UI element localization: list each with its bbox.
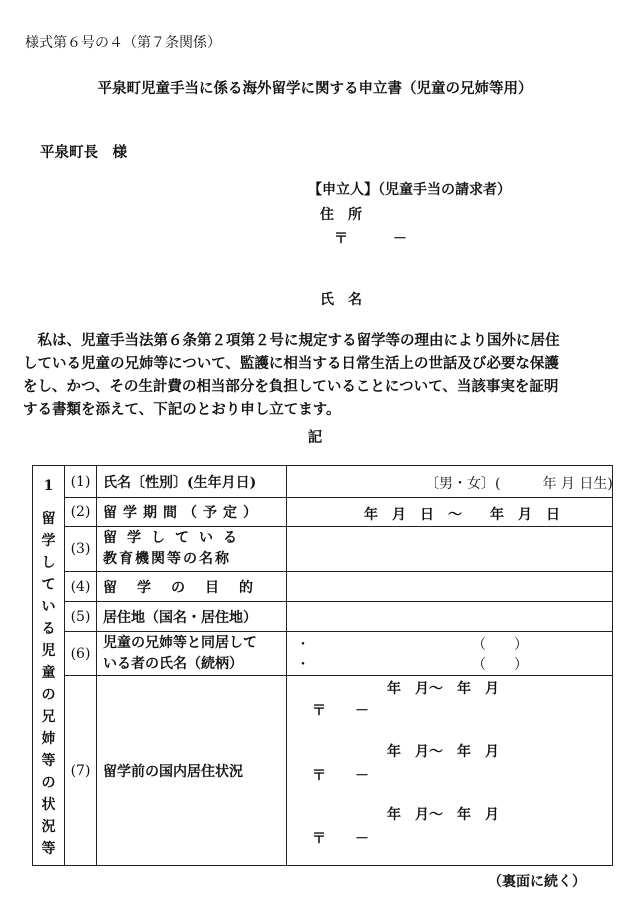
relationship-parens: （ ） [472, 637, 528, 653]
detail-table [32, 465, 613, 866]
statement [23, 329, 608, 421]
table-row [33, 632, 613, 676]
table-row [33, 676, 613, 866]
table-row [33, 466, 613, 498]
postal-dash: － [393, 231, 407, 247]
institution-name-field[interactable] [287, 527, 613, 572]
statement-line: 私は、児童手当法第６条第２項第２号に規定する留学等の理由により国外に居住 [23, 332, 560, 349]
row-label: 留学期間（予定） [97, 498, 287, 527]
form-number: 様式第６号の４（第７条関係） [25, 35, 221, 51]
row-label: 居住地（国名・居住地） [97, 602, 287, 632]
postal-dash: － [355, 831, 369, 847]
applicant-heading: 【申立人】（児童手当の請求者） [308, 182, 511, 198]
row-number: (5) [65, 602, 97, 632]
study-purpose-field[interactable] [287, 572, 613, 602]
section-vertical-title: 留 学 し て い る 児 童 の 兄 姉 等 の 状 況 等 [41, 511, 56, 857]
table-row [33, 602, 613, 632]
cohabitant-field[interactable] [287, 632, 613, 676]
row-label: 児童の兄姉等と同居して いる者の氏名（続柄） [97, 632, 287, 676]
postal-mark: 〒 [334, 231, 348, 247]
postal-mark: 〒 [312, 831, 326, 847]
row-label: 氏名〔性別〕(生年月日) [97, 466, 287, 498]
relationship-parens: （ ） [472, 657, 528, 673]
row-number: (2) [65, 498, 97, 527]
continued-note: （裏面に続く） [488, 874, 586, 890]
postal-dash: － [355, 768, 369, 784]
cohabitant-bullet: ・ [296, 657, 310, 673]
table-row [33, 527, 613, 572]
statement-line: している児童の兄姉等について、監護に相当する日常生活上の世話及び必要な保護 [23, 355, 559, 372]
sex-birthdate-template: 〔男・女〕( 年 月 日生) [425, 476, 613, 492]
applicant-postal-line [334, 228, 407, 248]
row-label: 留学の目的 [97, 572, 287, 602]
row-number: (3) [65, 527, 97, 572]
row-label: 留学している 教育機関等の名称 [97, 527, 287, 572]
period-template: 年 月～ 年 月 [387, 807, 499, 823]
cohabitant-bullet: ・ [296, 637, 310, 653]
study-period-template: 年 月 日 ～ 年 月 日 [364, 507, 560, 523]
period-template: 年 月～ 年 月 [387, 744, 499, 760]
row-number: (4) [65, 572, 97, 602]
name-label: 氏名 [320, 292, 376, 308]
address-label: 住所 [320, 207, 376, 223]
addressee: 平泉町長 様 [40, 144, 127, 161]
section-side-label [33, 466, 65, 866]
postal-mark: 〒 [312, 703, 326, 719]
postal-mark: 〒 [312, 768, 326, 784]
row-number: (6) [65, 632, 97, 676]
section-number: 1 [43, 478, 54, 494]
row-label: 留学前の国内居住状況 [97, 676, 287, 866]
prior-residence-field[interactable] [287, 676, 613, 866]
table-row [33, 572, 613, 602]
table-row [33, 498, 613, 527]
ki-heading: 記 [307, 429, 323, 446]
name-sex-birth-field[interactable] [287, 466, 613, 498]
statement-line: をし、かつ、その生計費の相当部分を負担していることについて、当該事実を証明 [23, 378, 559, 395]
study-period-field[interactable] [287, 498, 613, 527]
postal-dash: － [355, 703, 369, 719]
residence-field[interactable] [287, 602, 613, 632]
document-title: 平泉町児童手当に係る海外留学に関する申立書（児童の兄姉等用） [97, 80, 533, 97]
row-number: (1) [65, 466, 97, 498]
period-template: 年 月～ 年 月 [387, 681, 499, 697]
statement-line: する書類を添えて、下記のとおり申し立てます。 [23, 401, 341, 418]
row-number: (7) [65, 676, 97, 866]
